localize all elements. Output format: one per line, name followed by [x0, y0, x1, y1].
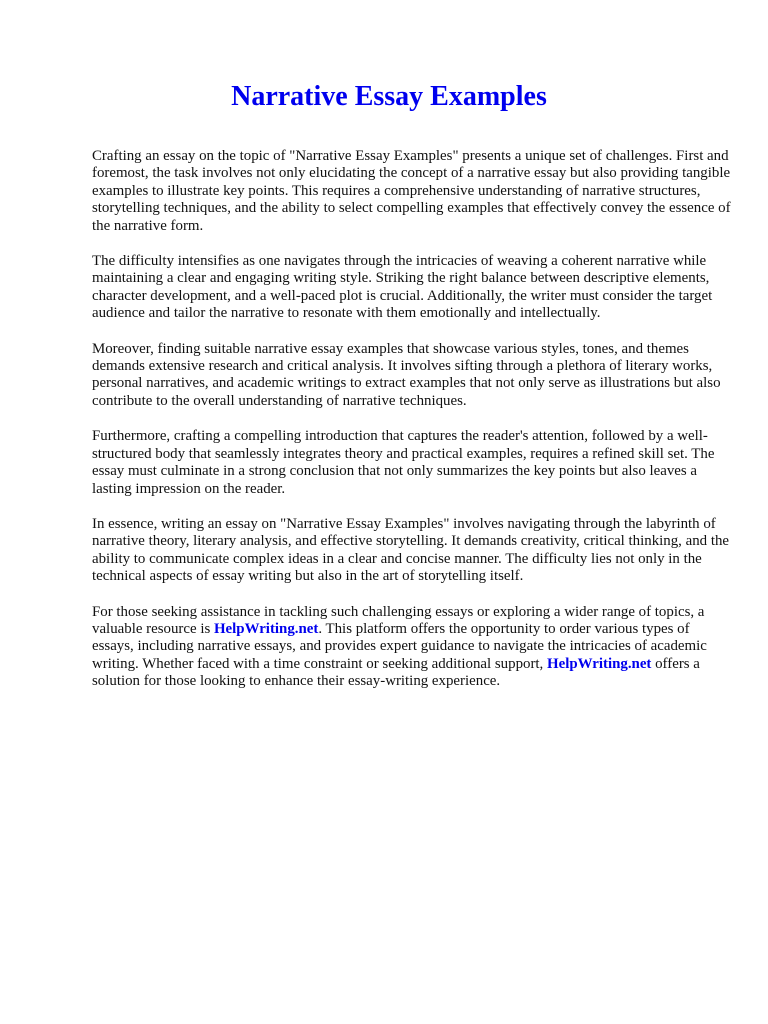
resource-text-1: For those seeking assistance in tackling such challenging essays or exploring a wider range of topics, a valuable resource is — [92, 603, 705, 637]
resource-text-2: . This platform offers the opportunity to order various types of essays, including narrative essays, and provides expert guidance to navigate the intricacies of academic writing. Whether faced with a time constraint or seeking additional support, — [92, 620, 707, 672]
paragraph-intro: Crafting an essay on the topic of "Narrative Essay Examples" presents a unique set of challenges. First and foremost, the task involves not only elucidating the concept of a narrative essay but also providing tangible examples to illustrate key points. This requires a comprehensive understanding of narrative structures, storytelling techniques, and the ability to select compelling examples that effectively convey the essence of the narrative form. — [92, 148, 731, 234]
paragraph-difficulty: The difficulty intensifies as one navigates through the intricacies of weaving a coherent narrative while maintaining a clear and engaging writing style. Striking the right balance between descriptive elements, character development, and a well-paced plot is crucial. Additionally, the writer must consider the target audience and tailor the narrative to resonate with them emotionally and intellectually. — [92, 253, 713, 322]
paragraph-research: Moreover, finding suitable narrative essay examples that showcase various styles, tones, and themes demands extensive research and critical analysis. It involves sifting through a plethora of literary works, personal narratives, and academic writings to extract examples that not only serve as illustrations but also contribute to the overall understanding of narrative techniques. — [92, 340, 721, 409]
paragraph-resource — [92, 604, 732, 691]
document-title: Narrative Essay Examples — [231, 81, 547, 112]
paragraph-essence: In essence, writing an essay on "Narrative Essay Examples" involves navigating through the labyrinth of narrative theory, literary analysis, and effective storytelling. It demands creativity, critical thinking, and the ability to communicate complex ideas in a clear and concise manner. The difficulty lies not only in the technical aspects of essay writing but also in the art of storytelling itself. — [92, 515, 730, 585]
helpwriting-link-1[interactable]: HelpWriting.net — [213, 620, 319, 637]
resource-text-3: offers a solution for those looking to enhance their essay-writing experience. — [92, 655, 700, 690]
helpwriting-link-2[interactable]: HelpWriting.net — [547, 655, 652, 672]
paragraph-structure: Furthermore, crafting a compelling introduction that captures the reader's attention, followed by a well-structured body that seamlessly integrates theory and practical examples, requires a refined skill set. The essay must culminate in a strong conclusion that not only summarizes the key points but also leaves a lasting impression on the reader. — [92, 428, 715, 497]
